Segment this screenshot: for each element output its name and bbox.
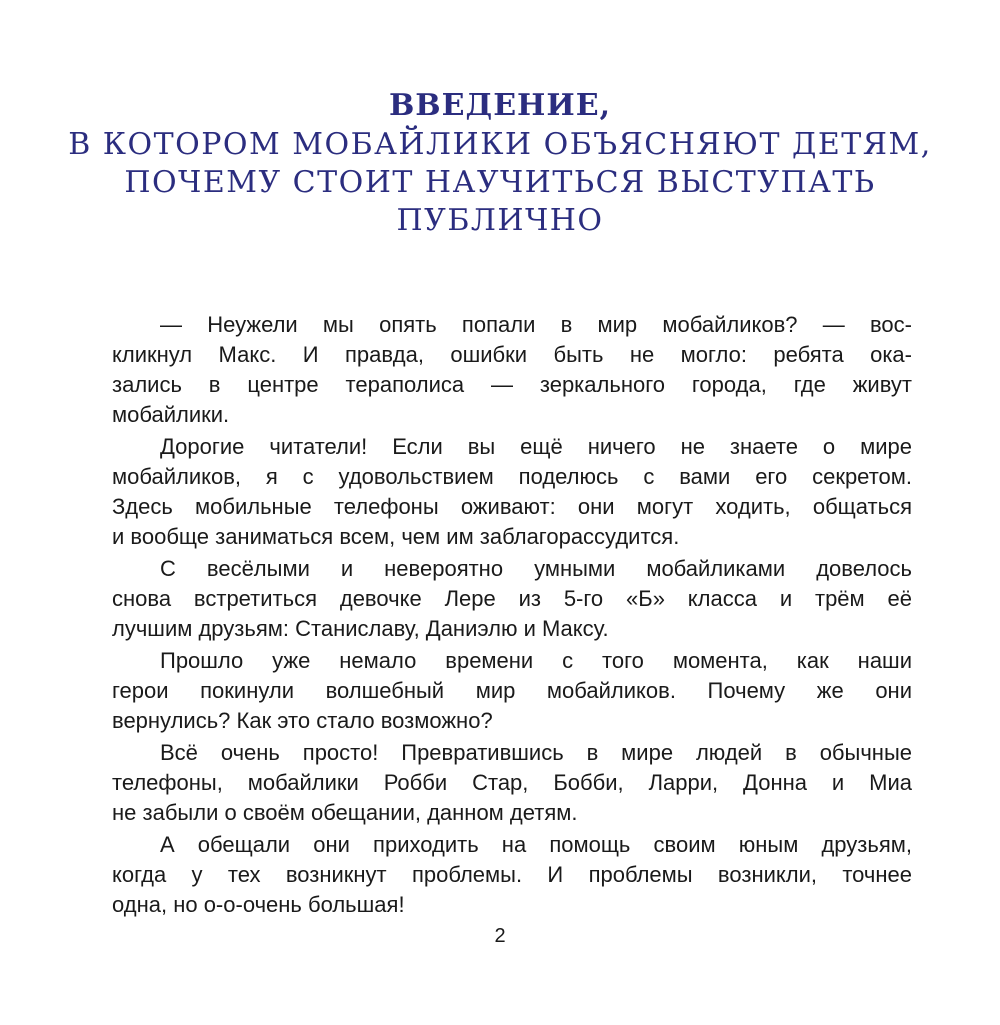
text-line: кликнул Макс. И правда, ошибки быть не могло: ребята ока- (112, 342, 912, 367)
text-line: лучшим друзьям: Станиславу, Даниэлю и Максу. (112, 616, 609, 641)
paragraph (112, 738, 912, 828)
text-line: когда у тех возникнут проблемы. И проблемы возникли, точнее (112, 862, 912, 887)
text-line: не забыли о своём обещании, данном детям. (112, 800, 578, 825)
chapter-heading: ВВЕДЕНИЕ, (388, 88, 612, 123)
chapter-subtitle-line: ПОЧЕМУ СТОИТ НАУЧИТЬСЯ ВЫСТУПАТЬ (124, 165, 876, 200)
text-line: Всё очень просто! Превратившись в мире людей в обычные (160, 740, 912, 765)
chapter-title (0, 86, 1000, 240)
text-line: герои покинули волшебный мир мобайликов. Почему же они (112, 678, 912, 703)
text-line: Прошло уже немало времени с того момента, как наши (160, 648, 912, 673)
text-line: зались в центре тераполиса — зеркального города, где живут (112, 372, 912, 397)
text-line: снова встретиться девочке Лере из 5-го «Б» класса и трём её (112, 586, 912, 611)
paragraph (112, 830, 912, 920)
text-line: С весёлыми и невероятно умными мобайликами довелось (160, 556, 912, 581)
paragraph (112, 432, 912, 552)
text-line: вернулись? Как это стало возможно? (112, 708, 493, 733)
body-text (112, 310, 912, 922)
text-line: одна, но о-о-очень большая! (112, 892, 405, 917)
text-line: — Неужели мы опять попали в мир мобайликов? — вос- (160, 312, 912, 337)
text-line: мобайлики. (112, 402, 230, 427)
paragraph (112, 310, 912, 430)
chapter-subtitle-line: ПУБЛИЧНО (396, 203, 604, 238)
text-line: Дорогие читатели! Если вы ещё ничего не знаете о мире (160, 434, 912, 459)
paragraph (112, 646, 912, 736)
page-number: 2 (494, 925, 506, 947)
chapter-subtitle-line: В КОТОРОМ МОБАЙЛИКИ ОБЪЯСНЯЮТ ДЕТЯМ, (68, 127, 932, 162)
text-line: А обещали они приходить на помощь своим юным друзьям, (160, 832, 912, 857)
text-line: мобайликов, я с удовольствием поделюсь с вами его секретом. (112, 464, 912, 489)
text-line: и вообще заниматься всем, чем им заблагорассудится. (112, 524, 680, 549)
paragraph (112, 554, 912, 644)
text-line: телефоны, мобайлики Робби Стар, Бобби, Ларри, Донна и Миа (112, 770, 912, 795)
text-line: Здесь мобильные телефоны оживают: они могут ходить, общаться (112, 494, 912, 519)
